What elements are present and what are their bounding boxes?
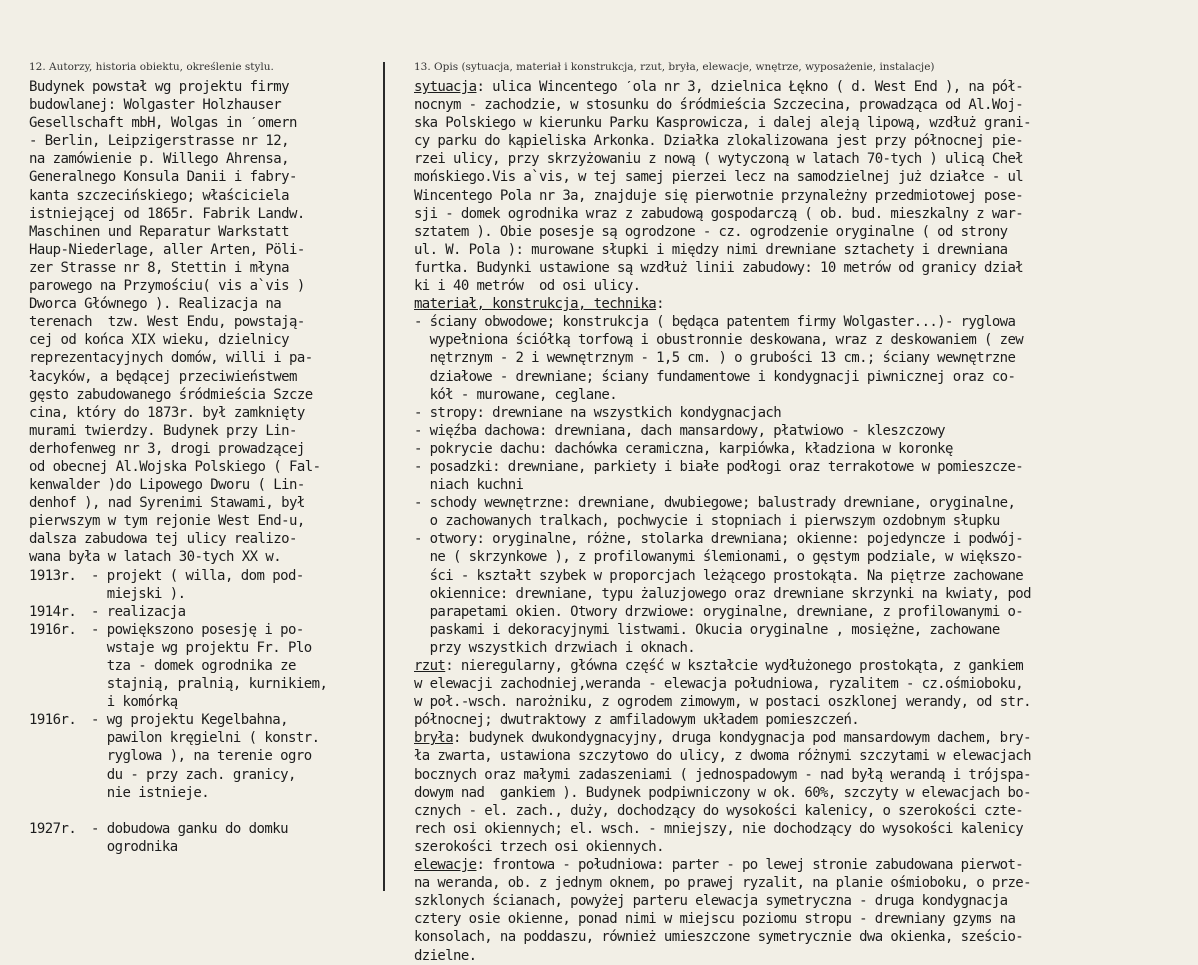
text-line: murami twierdzy. Budynek przy Lin- <box>29 422 297 439</box>
text-line <box>414 947 1198 965</box>
text-line <box>414 675 1198 693</box>
section-label: elewacje <box>414 857 477 874</box>
timeline-row <box>29 675 377 693</box>
text-line <box>414 78 1198 96</box>
text-line <box>414 241 1198 259</box>
line-text: w poł.-wsch. narożniku, z ogrodem zimowym, w postaci oszklonej werandy, od str. <box>414 694 1031 711</box>
text-line: Dworca Głównego ). Realizacja na <box>29 296 282 313</box>
line-text: paskami i dekoracyjnymi listwami. Okucia oryginalne , mosiężne, zachowane <box>414 621 1000 638</box>
line-text: ska Polskiego w kierunku Parku Kasprowicza, i dalej aleją lipową, wzdłuż grani- <box>414 115 1031 132</box>
text-line <box>414 168 1198 186</box>
text-line <box>414 729 1198 747</box>
line-text: cztery osie okienne, ponad nimi w miejscu poziomu stropu - drewniany gzyms na <box>414 911 1016 928</box>
text-line <box>414 313 1198 331</box>
text-line <box>414 512 1198 530</box>
timeline-year: 1914r. <box>29 603 77 620</box>
text-line: istniejącej od 1865r. Fabrik Landw. <box>29 205 305 222</box>
timeline-row <box>29 711 377 729</box>
timeline-text: - realizacja <box>91 603 186 620</box>
text-line <box>414 621 1198 639</box>
line-text: mońskiego.Vis a`vis, w tej samej pierzei lecz na samodzielnej już działce - ul <box>414 169 1024 186</box>
timeline-row <box>29 567 377 585</box>
text-line: terenach tzw. West Endu, powstają- <box>29 314 305 331</box>
text-line <box>414 223 1198 241</box>
timeline-text: ogrodnika <box>91 838 178 855</box>
description-text <box>414 78 1198 965</box>
timeline-text: - projekt ( willa, dom pod- <box>91 567 304 584</box>
line-text: nocnym - zachodzie, w stosunku do śródmieścia Szczecina, prowadząca od Al.Woj- <box>414 97 1024 114</box>
timeline-text: nie istnieje. <box>91 784 210 801</box>
line-text: ła zwarta, ustawiona szczytowo do ulicy, z dwoma różnymi szczytami w elewacjach <box>414 748 1031 765</box>
section-label: bryła <box>414 730 454 747</box>
line-text: : frontowa - południowa: parter - po lewej stronie zabudowana pierwot- <box>476 857 1024 874</box>
section-label: rzut <box>414 658 446 674</box>
text-line <box>414 150 1198 168</box>
timeline-row <box>29 639 377 657</box>
text-line <box>414 96 1198 114</box>
timeline-text: pawilon kręgielni ( konstr. <box>91 730 320 747</box>
text-line: Haup-Niederlage, aller Arten, Pöli- <box>29 241 305 258</box>
timeline-row <box>29 784 377 802</box>
timeline-year: 1916r. <box>29 621 77 638</box>
text-line <box>414 295 1198 313</box>
left-column-history <box>29 60 377 856</box>
line-text: bocznych oraz małymi zadaszeniami ( jednospadowym - nad byłą werandą i trójspa- <box>414 766 1031 783</box>
timeline-text: ryglowa ), na terenie ogro <box>91 748 312 765</box>
text-line <box>414 277 1198 295</box>
right-column-description <box>414 60 1198 965</box>
section-12-header: 12. Autorzy, historia obiektu, określenie stylu. <box>29 61 274 73</box>
text-line <box>414 585 1198 603</box>
timeline-year: 1916r. <box>29 712 77 729</box>
timeline-row <box>29 766 377 784</box>
section-label: materiał, konstrukcja, technika <box>414 296 657 313</box>
text-line <box>414 802 1198 820</box>
line-text: północnej; dwutraktowy z amfiladowym układem pomieszczeń. <box>414 712 860 729</box>
line-text: niach kuchni <box>414 477 524 494</box>
line-text: szklonych ścianach, powyżej parteru elewacja symetryczna - druga kondygnacja <box>414 893 1008 910</box>
text-line: na zamówienie p. Willego Ahrensa, <box>29 151 289 168</box>
timeline-text: wstaje wg projektu Fr. Plo <box>91 639 312 656</box>
text-line: zer Strasse nr 8, Stettin i młyna <box>29 259 289 276</box>
text-line <box>414 603 1198 621</box>
text-line: Budynek powstał wg projektu firmy <box>29 79 289 95</box>
text-line <box>414 639 1198 657</box>
text-line: parowego na Przymościu( vis a`vis ) <box>29 278 305 295</box>
text-line <box>414 132 1198 150</box>
line-text: o zachowanych tralkach, pochwycie i stopniach i pierwszym ozdobnym słupku <box>414 513 1000 530</box>
text-line <box>414 404 1198 422</box>
text-line <box>414 766 1198 784</box>
timeline-text: miejski ). <box>91 585 186 602</box>
history-text <box>29 78 377 567</box>
timeline-row <box>29 657 377 675</box>
line-text: - stropy: drewniane na wszystkich kondygnacjach <box>414 404 782 421</box>
text-line <box>414 874 1198 892</box>
timeline-row <box>29 747 377 765</box>
line-text: w elewacji zachodniej,weranda - elewacja południowa, ryzalitem - cz.ośmioboku, <box>414 676 1024 693</box>
text-line <box>414 476 1198 494</box>
line-text: - posadzki: drewniane, parkiety i białe podłogi oraz terrakotowe w pomieszcze- <box>414 458 1024 475</box>
timeline-row <box>29 603 377 621</box>
text-line: od obecnej Al.Wojska Polskiego ( Fal- <box>29 458 321 475</box>
line-text: rzei ulicy, przy skrzyżowaniu z nową ( wytyczoną w latach 70-tych ) ulicą Cheł <box>414 151 1024 168</box>
text-line <box>414 820 1198 838</box>
line-text: : budynek dwukondygnacyjny, druga kondygnacja pod mansardowym dachem, bry- <box>453 730 1031 747</box>
text-line: Generalnego Konsula Danii i fabry- <box>29 169 297 186</box>
timeline-spacer <box>29 802 377 820</box>
timeline-row <box>29 838 377 856</box>
text-line: budowlanej: Wolgaster Holzhauser <box>29 97 282 114</box>
line-text: dzielne. <box>414 947 477 964</box>
line-text: przy wszystkich drzwiach i oknach. <box>414 639 696 656</box>
text-line: denhof ), nad Syrenimi Stawami, był <box>29 495 305 512</box>
timeline <box>29 567 377 856</box>
line-text: - ściany obwodowe; konstrukcja ( będąca patentem firmy Wolgaster...)- ryglowa <box>414 314 1016 331</box>
text-line <box>414 422 1198 440</box>
text-line: dalsza zabudowa tej ulicy realizo- <box>29 531 297 548</box>
timeline-text: - wg projektu Kegelbahna, <box>91 712 288 729</box>
line-text: furtka. Budynki ustawione są wzdłuż linii zabudowy: 10 metrów od granicy dział <box>414 259 1024 276</box>
text-line: pierwszym w tym rejonie West End-u, <box>29 513 305 530</box>
text-line <box>414 784 1198 802</box>
line-text: nętrznym - 2 i wewnętrznym - 1,5 cm. ) o grubości 13 cm.; ściany wewnętrzne <box>414 350 1016 367</box>
timeline-text: - dobudowa ganku do domku <box>91 820 288 837</box>
text-line <box>414 567 1198 585</box>
text-line: wana była w latach 30-tych XX w. <box>29 549 282 566</box>
timeline-text: i komórką <box>91 694 178 711</box>
timeline-text: du - przy zach. granicy, <box>91 766 296 783</box>
timeline-row <box>29 585 377 603</box>
line-text: szerokości trzech osi okiennych. <box>414 838 664 855</box>
text-line <box>414 747 1198 765</box>
timeline-row <box>29 693 377 711</box>
text-line: Gesellschaft mbH, Wolgas in ˊomern <box>29 115 297 132</box>
text-line <box>414 548 1198 566</box>
text-line <box>414 928 1198 946</box>
text-line <box>414 205 1198 223</box>
text-line <box>414 458 1198 476</box>
text-line <box>414 331 1198 349</box>
text-line <box>414 838 1198 856</box>
text-line: cej od końca XIX wieku, dzielnicy <box>29 332 289 349</box>
line-text: ul. W. Pola ): murowane słupki i między nimi drewniane sztachety i drewniana <box>414 241 1008 258</box>
line-text: - schody wewnętrzne: drewniane, dwubiegowe; balustrady drewniane, oryginalne, <box>414 495 1016 512</box>
timeline-year: 1927r. <box>29 820 77 837</box>
text-line: cina, który do 1873r. był zamknięty <box>29 404 305 421</box>
text-line: reprezentacyjnych domów, willi i pa- <box>29 350 313 367</box>
text-line <box>414 440 1198 458</box>
text-line: kanta szczecińskiego; właściciela <box>29 187 289 204</box>
text-line <box>414 368 1198 386</box>
timeline-text: - powiększono posesję i po- <box>91 621 304 638</box>
text-line: łacyków, a będącej przeciwieństwem <box>29 368 297 385</box>
text-line <box>414 892 1198 910</box>
line-text: - więźba dachowa: drewniana, dach mansardowy, płatwiowo - kleszczowy <box>414 422 945 439</box>
timeline-row <box>29 621 377 639</box>
text-line: derhofenweg nr 3, drogi prowadzącej <box>29 440 305 457</box>
timeline-year: 1913r. <box>29 567 77 584</box>
line-text: cy parku do kąpieliska Arkonka. Działka zlokalizowana jest przy północnej pie- <box>414 133 1024 150</box>
line-text: parapetami okien. Otwory drzwiowe: oryginalne, drewniane, z profilowanymi o- <box>414 603 1024 620</box>
line-text: Wincentego Pola nr 3a, znajduje się pierwotnie przynależny przedmiotowej pose- <box>414 187 1024 204</box>
text-line <box>414 856 1198 874</box>
section-13-header: 13. Opis (sytuacja, materiał i konstrukcja, rzut, bryła, elewacje, wnętrze, wyposażenie, instalacje) <box>414 61 935 73</box>
timeline-row <box>29 729 377 747</box>
text-line: gęsto zabudowanego śródmieścia Szcze <box>29 386 313 403</box>
line-text: ki i 40 metrów od osi ulicy. <box>414 278 641 295</box>
line-text: ści - kształt szybek w proporcjach leżącego prostokąta. Na piętrze zachowane <box>414 567 1024 584</box>
line-text: sji - domek ogrodnika wraz z zabudową gospodarczą ( ob. bud. mieszkalny z war- <box>414 205 1024 222</box>
text-line <box>414 530 1198 548</box>
section-label: sytuacja <box>414 79 477 95</box>
text-line <box>414 259 1198 277</box>
text-line <box>414 114 1198 132</box>
text-line: kenwalder )do Lipowego Dworu ( Lin- <box>29 477 305 494</box>
line-text: wypełniona ściółką torfową i obustronnie deskowana, wraz z deskowaniem ( zew <box>414 332 1024 349</box>
text-line: Maschinen und Reparatur Warkstatt <box>29 223 289 240</box>
line-text: - pokrycie dachu: dachówka ceramiczna, karpiówka, kładziona w koronkę <box>414 440 953 457</box>
text-line <box>414 657 1198 675</box>
text-line: - Berlin, Leipzigerstrasse nr 12, <box>29 133 289 150</box>
line-text: : nieregularny, główna część w kształcie wydłużonego prostokąta, z gankiem <box>445 658 1024 674</box>
column-divider <box>383 62 385 891</box>
text-line <box>414 187 1198 205</box>
line-text: sztatem ). Obie posesje są ogrodzone - cz. ogrodzenie oryginalne ( od strony <box>414 223 1008 240</box>
text-line <box>414 910 1198 928</box>
text-line <box>414 386 1198 404</box>
line-text: : ulica Wincentego ˊola nr 3, dzielnica Łękno ( d. West End ), na pół- <box>476 79 1024 95</box>
line-text: rech osi okiennych; el. wsch. - mniejszy, nie dochodzący do wysokości kalenicy <box>414 820 1024 837</box>
text-line <box>414 349 1198 367</box>
text-line <box>414 494 1198 512</box>
timeline-text: tza - domek ogrodnika ze <box>91 658 296 674</box>
line-text: : <box>656 296 664 313</box>
timeline-row <box>29 820 377 838</box>
text-line <box>414 711 1198 729</box>
line-text: - otwory: oryginalne, różne, stolarka drewniana; okienne: pojedyncze i podwój- <box>414 531 1024 548</box>
line-text: ne ( skrzynkowe ), z profilowanymi ślemionami, o gęstym podziale, w większo- <box>414 549 1024 566</box>
line-text: na weranda, ob. z jednym oknem, po prawej ryzalit, na planie ośmioboku, o prze- <box>414 875 1031 892</box>
line-text: kół - murowane, ceglane. <box>414 386 618 403</box>
line-text: cznych - el. zach., duży, dochodzący do wysokości kalenicy, o szerokości czte- <box>414 802 1024 819</box>
timeline-text: stajnią, pralnią, kurnikiem, <box>91 676 328 693</box>
line-text: dowym nad gankiem ). Budynek podpiwniczony w ok. 60%, szczyty w elewacjach bo- <box>414 784 1031 801</box>
text-line <box>414 693 1198 711</box>
line-text: okiennice: drewniane, typu żaluzjowego oraz drewniane skrzynki na kwiaty, pod <box>414 585 1031 602</box>
line-text: działowe - drewniane; ściany fundamentowe i kondygnacji piwnicznej oraz co- <box>414 368 1016 385</box>
line-text: konsolach, na poddaszu, również umieszczone symetrycznie dwa okienka, sześcio- <box>414 929 1024 946</box>
